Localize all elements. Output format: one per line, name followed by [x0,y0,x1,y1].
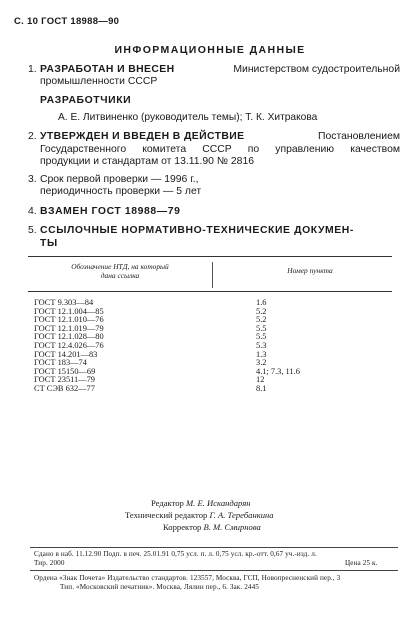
section-2-line3: продукции и стандартам от 13.11.90 № 2816 [40,156,255,167]
table-row-item: 5.2 [256,306,267,316]
table-column-divider [212,262,213,288]
section-5-number: 5. [28,225,37,236]
section-3-line1: Срок первой проверки — 1996 г., [40,174,199,185]
section-2-lead: УТВЕРЖДЕН И ВВЕДЕН В ДЕЙСТВИЕ [40,131,245,142]
table-header-item: Номер пункта [287,266,333,275]
credit-corr-label: Корректор [163,522,202,532]
table-row-doc: ГОСТ 9.303—84 [34,298,94,307]
section-3-number: 3. [28,174,37,185]
credit-editor-label: Редактор [151,498,184,508]
table-row-doc: ГОСТ 23511—79 [34,375,95,385]
section-2-number: 2. [28,131,37,142]
imprint-printer: Тип. «Московский печатник». Москва, Лялин пер., 6. Зак. 2445 [60,583,259,591]
section-1-line2: промышленности СССР [40,76,158,87]
imprint-price: Цена 25 к. [345,559,378,567]
section-1-line1-text: Министерством судостроительной [233,64,400,75]
table-row-doc: ГОСТ 183—74 [34,358,87,368]
section-3-line2: периодичность проверки — 5 лет [40,186,202,197]
credit-tech-editor [125,510,274,520]
table-row-doc: ГОСТ 12.1.028—80 [34,332,104,342]
table-top-rule [28,256,392,257]
table-row-item: 8.1 [256,383,267,393]
imprint-top-rule [30,547,398,548]
credit-editor-name: М. Е. Искандарян [186,498,251,508]
table-row-item: 3.2 [256,358,267,368]
page-header: С. 10 ГОСТ 18988—90 [14,16,120,27]
table-header-rule [28,291,392,292]
table-row-item: 12 [256,375,265,385]
section-2-line2: Государственного комитета СССР по управлению качеством [40,144,400,155]
section-2-line1 [40,131,400,143]
section-5-line1: ССЫЛОЧНЫЕ НОРМАТИВНО-ТЕХНИЧЕСКИЕ ДОКУМЕН- [40,225,354,236]
table-row-item: 4.1; 7.3, 11.6 [256,366,300,376]
imprint-bottom-rule [30,570,398,571]
table-row-item: 5.5 [256,323,267,333]
table-header-document [40,263,200,280]
table-row-item: 1.6 [256,298,267,307]
table-row-item: 5.5 [256,332,267,342]
table-row-doc: ГОСТ 14.201—83 [34,349,98,359]
table-row-doc: СТ СЭВ 632—77 [34,383,95,393]
section-1-lead: РАЗРАБОТАН И ВНЕСЕН [40,64,175,75]
table-row-doc: ГОСТ 12.1.004—85 [34,306,104,316]
section-1-number: 1. [28,64,37,75]
section-1-line1 [40,64,400,76]
section-2-line1-text: Постановлением [318,131,400,142]
table-row-doc: ГОСТ 12.4.026—76 [34,340,104,350]
table-row-item: 1.3 [256,349,267,359]
table-row-doc: ГОСТ 15150—69 [34,366,96,376]
table-row-doc: ГОСТ 12.1.010—76 [34,315,104,325]
credit-corr-name: В. М. Смирнова [203,522,261,532]
credit-corrector [163,522,261,532]
developers-list: А. Е. Литвиненко (руководитель темы); Т. К. Хитракова [58,112,318,123]
table-row-doc: ГОСТ 12.1.019—79 [34,323,104,333]
imprint-line1: Сдано в наб. 11.12.90 Подп. в печ. 25.01.91 0,75 усл. п. л. 0,75 усл. кр.-отт. 0,67 уч.-изд. л. [34,550,317,558]
section-5-line2: ТЫ [40,238,58,249]
document-title: ИНФОРМАЦИОННЫЕ ДАННЫЕ [114,44,306,56]
section-4-text: ВЗАМЕН ГОСТ 18988—79 [40,206,181,217]
table-column-item [256,299,386,394]
table-row-item: 5.3 [256,340,267,350]
imprint-circulation: Тир. 2000 [34,559,65,567]
table-column-document [34,299,204,394]
credit-tech-name: Г. А. Теребанкина [209,510,274,520]
table-row-item: 5.2 [256,315,267,325]
credit-editor [151,498,251,508]
imprint-publisher: Ордена «Знак Почета» Издательство стандартов. 123557, Москва, ГСП, Новопресненский пер., 3 [34,574,341,582]
developers-heading: РАЗРАБОТЧИКИ [40,95,132,106]
credit-tech-label: Технический редактор [125,510,208,520]
table-header-document-line1: Обозначение НТД, на который [71,262,169,271]
table-header-document-line2: дана ссылка [100,270,140,280]
section-4-number: 4. [28,206,37,217]
